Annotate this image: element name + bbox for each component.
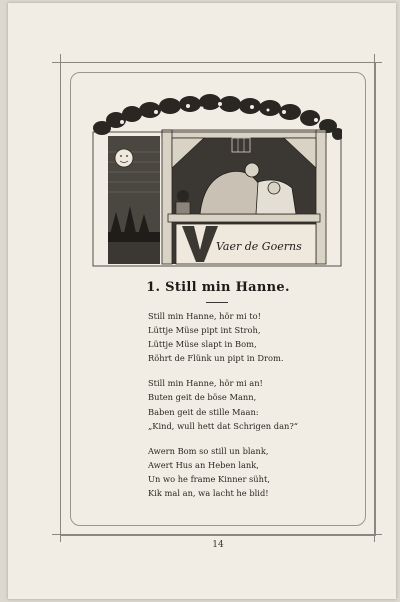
poem-line: Awert Hus an Heben lank, xyxy=(148,459,259,470)
poem-body xyxy=(148,309,298,500)
poem-line: „Kind, wull hett dat Schrigen dan?“ xyxy=(148,420,299,431)
poem-line: Buten geit de böse Mann, xyxy=(148,392,257,403)
frame-rule-top xyxy=(52,62,382,63)
poem-line: Un wo he frame Kinner süht, xyxy=(148,473,270,484)
title-divider xyxy=(206,302,228,303)
poem-line: Still min Hanne, hör mi to! xyxy=(148,311,261,321)
moon-icon xyxy=(115,149,133,167)
poem-line: Lüttje Müse slapt in Bom, xyxy=(148,339,257,350)
frame-rule-left xyxy=(60,54,61,542)
poem-line: Baben geit de stille Maan: xyxy=(148,406,259,417)
page-number: 14 xyxy=(212,540,224,550)
illustration-caption: Vaer de Goerns xyxy=(216,240,302,253)
stanza-3 xyxy=(148,444,298,500)
poem-title: 1. Still min Hanne. xyxy=(146,280,290,295)
poem-line: Kik mal an, wa lacht he blid! xyxy=(148,488,269,499)
frame-rule-bottom xyxy=(52,534,382,535)
poem-line: Röhrt de Flünk un pipt in Drom. xyxy=(148,353,284,364)
stanza-1 xyxy=(148,309,298,365)
poem-line: Still min Hanne, hör mi an! xyxy=(148,378,263,389)
poem-line: Lüttje Müse pipt int Stroh, xyxy=(148,325,261,336)
stanza-2 xyxy=(148,376,298,432)
frame-rule-right xyxy=(374,54,375,542)
engraving-illustration xyxy=(92,92,342,268)
poem-line: Awern Bom so still un blank, xyxy=(148,445,269,456)
